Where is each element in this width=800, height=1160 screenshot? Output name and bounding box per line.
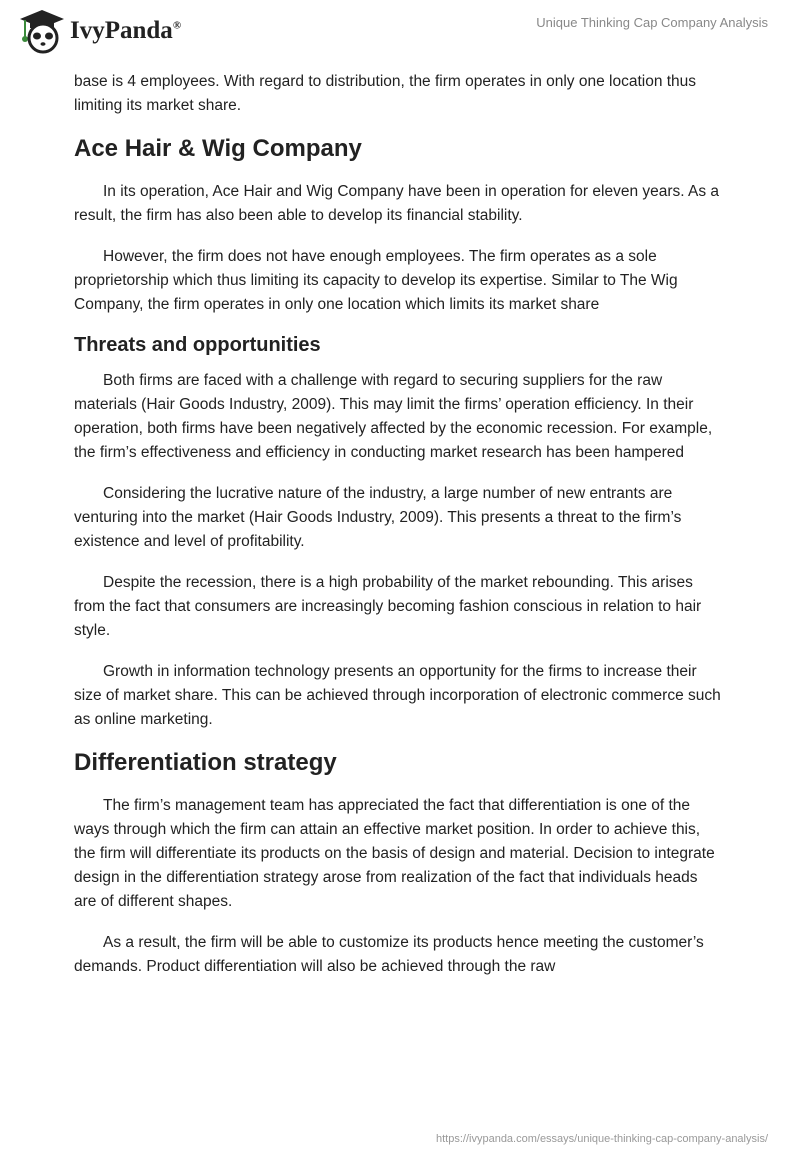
section-heading: Ace Hair & Wig Company [74, 135, 362, 162]
section-heading: Differentiation strategy [74, 749, 337, 776]
essay-content [74, 70, 724, 996]
paragraph: Growth in information technology presents an opportunity for the firms to increase their size of market share. This can be achieved through incorporation of electronic commerce such as online marketing. [74, 663, 721, 728]
paragraph: In its operation, Ace Hair and Wig Company have been in operation for eleven years. As a result, the firm has also been able to develop its financial stability. [74, 183, 720, 224]
logo[interactable] [20, 8, 181, 54]
paragraph: base is 4 employees. With regard to distribution, the firm operates in only one location thus limiting its market share. [74, 73, 697, 114]
logo-text: IvyPanda® [70, 17, 182, 44]
document-title: Unique Thinking Cap Company Analysis [536, 15, 768, 30]
panda-logo-icon [20, 8, 64, 54]
paragraph: As a result, the firm will be able to customize its products hence meeting the customer’s demands. Product differentiation will also be achieved through the raw [74, 934, 704, 975]
paragraph: Despite the recession, there is a high probability of the market rebounding. This arises from the fact that consumers are increasingly becoming fashion conscious in relation to hair style. [74, 574, 702, 639]
header [0, 0, 800, 60]
paragraph: However, the firm does not have enough employees. The firm operates as a sole proprietorship which thus limiting its capacity to develop its expertise. Similar to The Wig Company, the firm operates in only one location which limits its market share [74, 248, 678, 313]
paragraph: The firm’s management team has appreciated the fact that differentiation is one of the ways through which the firm can attain an effective market position. In order to achieve this, the firm will differentiate its products on the basis of design and material. Decision to integrate design in the differentiation strategy arose from realization of the fact that individuals heads are of different shapes. [74, 797, 715, 910]
footer-url[interactable]: https://ivypanda.com/essays/unique-thinking-cap-company-analysis/ [436, 1133, 768, 1145]
paragraph: Considering the lucrative nature of the industry, a large number of new entrants are venturing into the market (Hair Goods Industry, 2009). This presents a threat to the firm’s existence and level of profitability. [74, 485, 682, 550]
section-heading: Threats and opportunities [74, 334, 321, 356]
paragraph: Both firms are faced with a challenge with regard to securing suppliers for the raw materials (Hair Goods Industry, 2009). This may limit the firms’ operation efficiency. In their operation, both firms have been negatively affected by the economic recession. For example, the firm’s effectiveness and efficiency in conducting market research has been hampered [74, 372, 713, 461]
